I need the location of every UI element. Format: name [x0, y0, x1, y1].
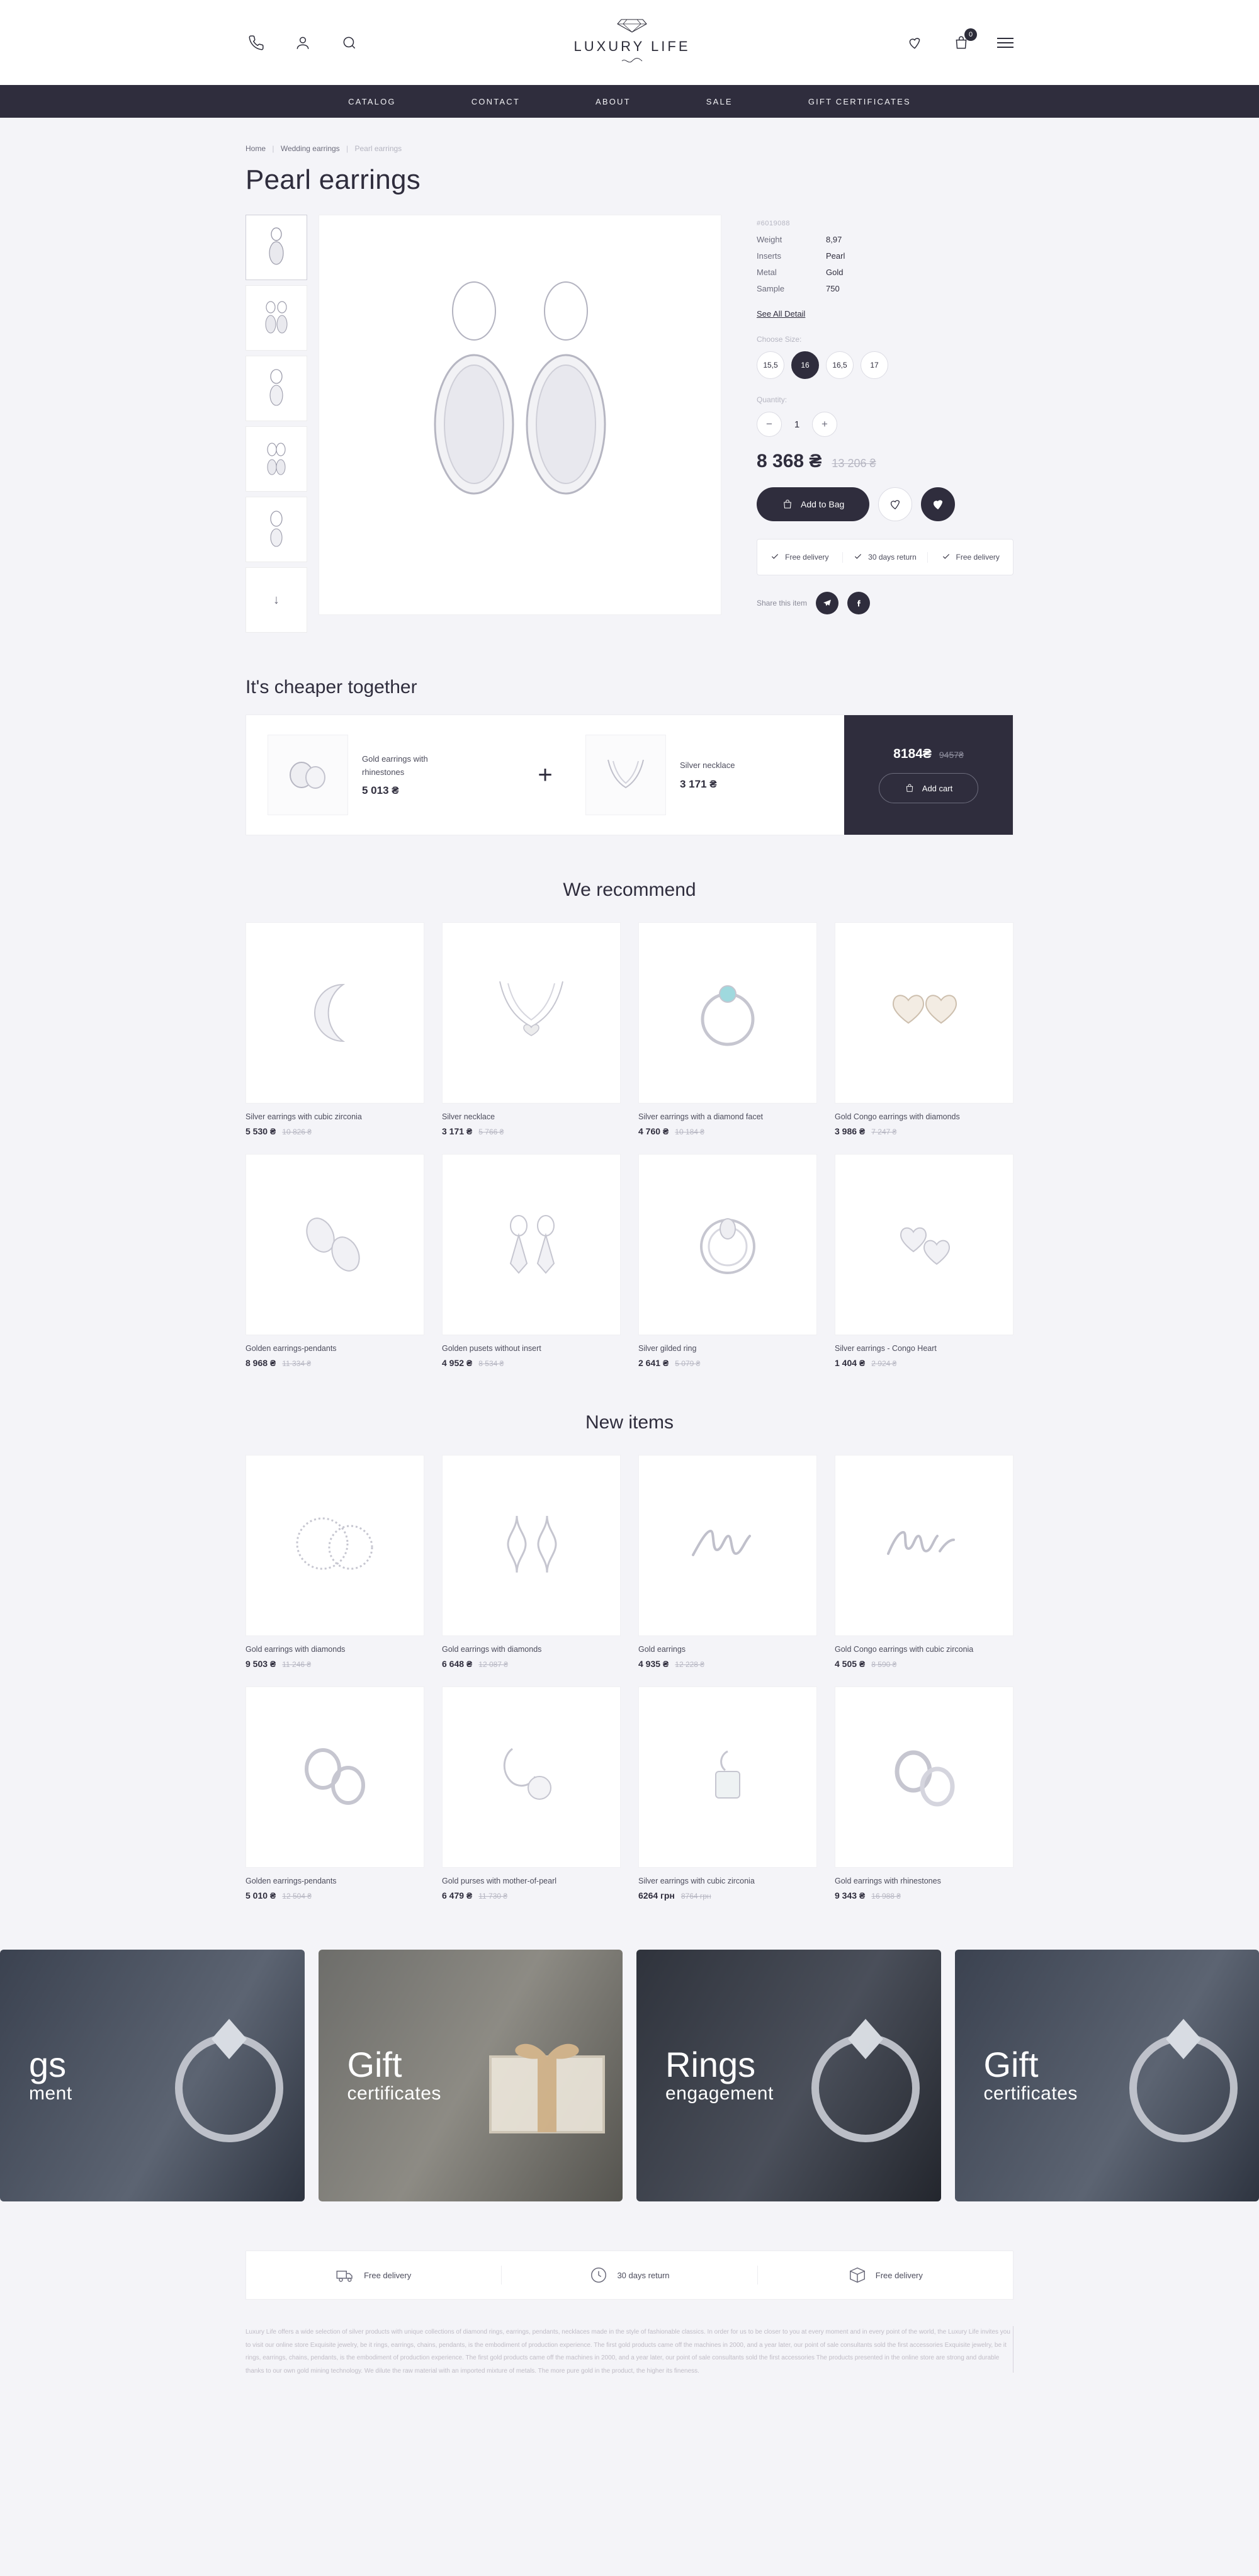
- banner-line-2: ment: [29, 2082, 72, 2104]
- product-card-name: Silver earrings with a diamond facet: [638, 1112, 764, 1121]
- check-icon: [942, 552, 951, 563]
- bag-icon: [905, 783, 915, 793]
- product-card-prices: [246, 1890, 424, 1901]
- product-card-price: 8 968 ₴: [246, 1358, 276, 1368]
- footer-benefit-return: [501, 2266, 757, 2285]
- product-card[interactable]: [638, 1686, 817, 1901]
- nav-item-sale[interactable]: SALE: [706, 96, 733, 106]
- facebook-icon[interactable]: [847, 592, 870, 614]
- product-card[interactable]: [442, 922, 621, 1136]
- footer-benefit-label: Free delivery: [875, 2270, 923, 2280]
- product-card-price-old: 8 534 ₴: [478, 1359, 504, 1368]
- thumbnail-4[interactable]: [246, 426, 307, 492]
- spec-row-inserts: [757, 251, 1013, 261]
- pave-hoop-icon: [835, 1686, 1013, 1868]
- bundle-thumb-1: [268, 735, 348, 815]
- bundle-item-name: Gold earrings with rhinestones: [362, 754, 428, 777]
- hoop-earrings-icon: [246, 1455, 424, 1636]
- bundle-total: [893, 747, 964, 762]
- product-info: [733, 215, 1013, 614]
- product-card-name: Gold earrings with diamonds: [246, 1645, 346, 1654]
- product-card-price: 6264 грн: [638, 1890, 675, 1901]
- logo-ornament-icon: [621, 57, 643, 69]
- product-card-price: 4 935 ₴: [638, 1659, 669, 1669]
- product-card-price-old: 8764 грн: [680, 1892, 711, 1901]
- product-card-prices: [246, 1659, 424, 1669]
- bundle-item-1-text: [362, 753, 463, 796]
- product-card-name: Gold earrings: [638, 1645, 686, 1654]
- quantity-label: Quantity:: [757, 395, 788, 404]
- heart-studs-icon: [835, 922, 1013, 1104]
- footer-benefit-delivery-2: [757, 2266, 1013, 2285]
- benefit-label: Free delivery: [785, 553, 829, 562]
- product-card[interactable]: [835, 1455, 1013, 1669]
- size-option-16[interactable]: 16: [791, 351, 819, 379]
- heart-icon[interactable]: [904, 32, 925, 54]
- product-card[interactable]: [246, 922, 424, 1136]
- size-option-16-5[interactable]: 16,5: [826, 351, 854, 379]
- see-all-detail-link[interactable]: See All Detail: [757, 309, 806, 319]
- ring-photo-icon: [771, 1981, 941, 2170]
- price-old: 13 206 ₴: [832, 457, 876, 470]
- product-card-price: 9 503 ₴: [246, 1659, 276, 1669]
- product-card-name: Gold earrings with rhinestones: [835, 1877, 941, 1885]
- spec-key: Sample: [757, 284, 785, 293]
- product-card[interactable]: [835, 1154, 1013, 1368]
- spec-key: Inserts: [757, 251, 782, 261]
- product-card-price: 2 641 ₴: [638, 1358, 669, 1368]
- add-cart-label: Add cart: [922, 783, 953, 793]
- main-nav: [0, 85, 1259, 118]
- top-bar: [0, 0, 1259, 85]
- top-bar-left: [246, 32, 360, 54]
- size-option-15-5[interactable]: 15,5: [757, 351, 784, 379]
- product-card-prices: [442, 1659, 621, 1669]
- product-card-prices: [835, 1358, 1013, 1368]
- nav-item-about[interactable]: ABOUT: [595, 96, 631, 106]
- spec-value: Pearl: [826, 251, 845, 261]
- spec-value: 750: [826, 284, 840, 293]
- product-card-price: 3 986 ₴: [835, 1126, 866, 1136]
- site-logo[interactable]: [573, 17, 690, 69]
- product-card-name: Silver earrings with cubic zirconia: [246, 1112, 362, 1121]
- product-card-price: 3 171 ₴: [442, 1126, 473, 1136]
- bundle-item-2-text: [680, 759, 735, 790]
- bundle-total-new: 8184₴: [893, 747, 932, 761]
- breadcrumb-sep: |: [272, 144, 274, 153]
- product-card-prices: [442, 1358, 621, 1368]
- banner-text: [984, 2047, 1078, 2104]
- thumbnail-5[interactable]: [246, 497, 307, 562]
- breadcrumb-current: Pearl earrings: [354, 144, 402, 153]
- buy-row: [757, 487, 1013, 521]
- product-benefits: [757, 539, 1013, 575]
- new-items-grid: [246, 1455, 1013, 1901]
- product-card-prices: [638, 1890, 817, 1901]
- product-card[interactable]: [638, 1455, 817, 1669]
- product-card-price: 6 648 ₴: [442, 1659, 473, 1669]
- thumbnail-2[interactable]: [246, 285, 307, 351]
- thumbnail-list: [246, 215, 307, 633]
- banner-gift-certificates-1[interactable]: [319, 1950, 623, 2201]
- spec-row-weight: [757, 235, 1013, 244]
- product-card-price: 9 343 ₴: [835, 1890, 866, 1901]
- product-card-price: 6 479 ₴: [442, 1890, 473, 1901]
- banner-rings-engagement-left[interactable]: [0, 1950, 305, 2201]
- thumbnail-1[interactable]: [246, 215, 307, 280]
- product-card-price-old: 11 334 ₴: [282, 1359, 312, 1368]
- product-card-name: Gold earrings with diamonds: [442, 1645, 542, 1654]
- footer-description-text: Luxury Life offers a wide selection of silver products with unique collections of diamond rings, earrings, pendants, necklaces made in the style of fashionable classics. In order for us to be closer to you at every moment and in every point of the world, the Luxury Life invites you to visit our online store Exquisite jewelry, be it rings, earrings, chains, pendants, is the embodiment of production experience. The first gold products came off the machines in 2000, and a year later, our point of sale consultants sold the first accessories Exquisite jewelry, be it rings, earrings, chains, pendants, is the embodiment of production experience. The first gold products came off the machines in 2000, and a year later, our point of sale consultants sold the first accessories The products presented in the online store are strong and durable thanks to our own gold mining technology. We dilute the raw material with an imported mixture of metals. The more pure gold in the product, the higher its fineness.: [246, 2329, 1010, 2375]
- congo-heart-icon: [835, 1154, 1013, 1335]
- script-name-icon: [638, 1455, 817, 1636]
- product-card-name: Golden earrings-pendants: [246, 1344, 337, 1353]
- pearl-hook-icon: [442, 1686, 621, 1868]
- banner-line-2: engagement: [665, 2082, 774, 2104]
- bundle-thumb-2: [585, 735, 666, 815]
- spec-row-metal: [757, 268, 1013, 277]
- banner-line-1: Gift: [347, 2045, 402, 2085]
- pendant-earrings-icon: [246, 1154, 424, 1335]
- check-icon: [771, 552, 779, 563]
- product-card-prices: [638, 1126, 817, 1136]
- product-card-price-old: 12 228 ₴: [675, 1660, 704, 1669]
- benefit-returns: [842, 552, 928, 563]
- bag-icon: [782, 499, 793, 510]
- bundle-cta: [844, 715, 1013, 835]
- bundle-item-price: 5 013 ₴: [362, 784, 399, 796]
- gift-box-icon: [453, 1981, 623, 2170]
- banner-rings-engagement[interactable]: [636, 1950, 941, 2201]
- recommend-title: We recommend: [563, 879, 696, 900]
- spec-value: Gold: [826, 268, 844, 277]
- phone-icon[interactable]: [246, 32, 267, 54]
- check-icon: [854, 552, 862, 563]
- product-main-image[interactable]: [319, 215, 721, 615]
- nav-item-catalog[interactable]: CATALOG: [348, 96, 396, 106]
- user-icon[interactable]: [292, 32, 313, 54]
- product-card-price-old: 11 246 ₴: [282, 1660, 312, 1669]
- breadcrumb-sep-2: |: [346, 144, 349, 153]
- add-to-bag-button[interactable]: [757, 487, 869, 521]
- product-card-price: 4 952 ₴: [442, 1358, 473, 1368]
- product-card-prices: [835, 1890, 1013, 1901]
- heart-necklace-icon: [442, 922, 621, 1104]
- product-card-prices: [246, 1126, 424, 1136]
- quantity-value: 1: [794, 419, 800, 430]
- product-card-prices: [638, 1358, 817, 1368]
- quantity-decrease-button[interactable]: −: [757, 412, 782, 437]
- product-card-name: Silver gilded ring: [638, 1344, 697, 1353]
- product-section: [246, 215, 1013, 633]
- benefit-free-delivery-2: [927, 552, 1013, 563]
- product-card-price-old: 7 247 ₴: [871, 1127, 897, 1136]
- benefit-free-delivery: [757, 552, 842, 563]
- product-card-prices: [442, 1890, 621, 1901]
- product-card-price: 4 760 ₴: [638, 1126, 669, 1136]
- product-card-price: 1 404 ₴: [835, 1358, 866, 1368]
- arrow-down-icon: ↓: [273, 592, 279, 607]
- bundle-item-name: Silver necklace: [680, 760, 735, 771]
- new-items-title: New items: [585, 1412, 674, 1433]
- product-card-prices: [835, 1126, 1013, 1136]
- price-current: 8 368 ₴: [757, 451, 822, 472]
- diamond-icon: [616, 17, 648, 37]
- product-card-price-old: 2 924 ₴: [871, 1359, 897, 1368]
- wishlist-button[interactable]: [878, 487, 912, 521]
- product-card-price-old: 8 590 ₴: [871, 1660, 897, 1669]
- truck-icon: [336, 2266, 355, 2285]
- bundle-item-2[interactable]: [564, 715, 844, 835]
- product-card[interactable]: [246, 1455, 424, 1669]
- bag-icon[interactable]: [951, 32, 972, 54]
- product-card-name: Gold Congo earrings with diamonds: [835, 1112, 960, 1121]
- product-card-price-old: 10 826 ₴: [282, 1127, 312, 1136]
- thumbnail-3[interactable]: [246, 356, 307, 421]
- product-card-price: 4 505 ₴: [835, 1659, 866, 1669]
- spec-row-sample: [757, 284, 1013, 293]
- product-card-price-old: 5 079 ₴: [675, 1359, 701, 1368]
- banner-text: [29, 2047, 72, 2104]
- product-sku: #6019088: [757, 220, 790, 227]
- bundle-total-old: 9457₴: [939, 750, 964, 760]
- product-card[interactable]: [835, 922, 1013, 1136]
- product-card-name: Silver earrings - Congo Heart: [835, 1344, 937, 1353]
- breadcrumb-home[interactable]: Home: [246, 144, 266, 153]
- product-card[interactable]: [442, 1154, 621, 1368]
- bundle-plus-icon: +: [538, 760, 553, 789]
- box-icon: [848, 2266, 867, 2285]
- script-word-icon: [835, 1455, 1013, 1636]
- bundle-section: [246, 715, 1013, 835]
- product-card-name: Gold purses with mother-of-pearl: [442, 1877, 557, 1885]
- cart-count-badge: 0: [964, 28, 977, 41]
- return-icon: [589, 2266, 608, 2285]
- search-icon[interactable]: [339, 32, 360, 54]
- product-card[interactable]: [442, 1686, 621, 1901]
- footer-benefit-label: 30 days return: [617, 2270, 670, 2280]
- banner-text: [347, 2047, 441, 2104]
- telegram-icon[interactable]: [816, 592, 838, 614]
- huggie-earrings-icon: [246, 1686, 424, 1868]
- benefit-label: 30 days return: [868, 553, 917, 562]
- product-card-price-old: 11 730 ₴: [478, 1892, 508, 1901]
- favorite-button[interactable]: [921, 487, 955, 521]
- product-card[interactable]: [442, 1455, 621, 1669]
- banner-line-2: certificates: [347, 2082, 441, 2104]
- size-label: Choose Size:: [757, 335, 802, 344]
- product-card-price-old: 5 766 ₴: [478, 1127, 504, 1136]
- spec-key: Weight: [757, 235, 782, 244]
- benefit-label: Free delivery: [956, 553, 1000, 562]
- logo-text: LUXURY LIFE: [573, 38, 691, 54]
- product-card-name: Gold Congo earrings with cubic zirconia: [835, 1645, 974, 1654]
- price-row: [757, 451, 1013, 472]
- product-card-name: Golden earrings-pendants: [246, 1877, 337, 1885]
- banner-carousel: [0, 1950, 1259, 2201]
- product-card[interactable]: [246, 1686, 424, 1901]
- recommend-grid: [246, 922, 1013, 1368]
- spec-value: 8,97: [826, 235, 842, 244]
- heart-outline-icon: [888, 497, 902, 511]
- product-card-prices: [442, 1126, 621, 1136]
- square-drop-icon: [638, 1686, 817, 1868]
- crescent-earring-icon: [246, 922, 424, 1104]
- bundle-item-1[interactable]: [246, 715, 526, 835]
- banner-line-1: Rings: [665, 2045, 756, 2085]
- hamburger-icon[interactable]: [997, 38, 1013, 48]
- product-card-price: 5 010 ₴: [246, 1890, 276, 1901]
- add-cart-button[interactable]: [879, 773, 978, 803]
- nav-item-gift-certificates[interactable]: GIFT CERTIFICATES: [808, 96, 911, 106]
- share-row: [757, 592, 1013, 614]
- content-wrap: [29, 118, 1078, 2422]
- product-card-price-old: 16 988 ₴: [871, 1892, 901, 1901]
- banner-text: [665, 2047, 774, 2104]
- quantity-stepper: [757, 412, 1013, 437]
- quantity-increase-button[interactable]: +: [812, 412, 837, 437]
- breadcrumb-category[interactable]: Wedding earrings: [280, 144, 340, 153]
- gem-ring-icon: [638, 922, 817, 1104]
- product-card-price: 5 530 ₴: [246, 1126, 276, 1136]
- product-card[interactable]: [246, 1154, 424, 1368]
- product-card-prices: [246, 1358, 424, 1368]
- product-card-prices: [638, 1659, 817, 1669]
- banner-gift-certificates-2[interactable]: [955, 1950, 1259, 2201]
- size-selector: [757, 351, 1013, 379]
- product-card-price-old: 12 087 ₴: [478, 1660, 508, 1669]
- heart-filled-icon: [931, 497, 945, 511]
- banner-line-1: Gift: [983, 2045, 1039, 2085]
- product-card[interactable]: [638, 1154, 817, 1368]
- nav-item-contact[interactable]: CONTACT: [471, 96, 520, 106]
- product-card-name: Golden pusets without insert: [442, 1344, 541, 1353]
- product-card[interactable]: [835, 1686, 1013, 1901]
- footer-description: [246, 2326, 1013, 2422]
- thumbnail-scroll-down[interactable]: [246, 567, 307, 633]
- product-card-price-old: 10 184 ₴: [675, 1127, 704, 1136]
- gilded-ring-icon: [638, 1154, 817, 1335]
- page-title: Pearl earrings: [246, 164, 421, 195]
- breadcrumb: [246, 144, 1013, 153]
- add-to-bag-label: Add to Bag: [801, 499, 845, 509]
- ring-photo-icon: [135, 1981, 305, 2170]
- ring-photo-icon: [1089, 1981, 1259, 2170]
- product-card-name: Silver necklace: [442, 1112, 495, 1121]
- bundle-item-price: 3 171 ₴: [680, 777, 717, 790]
- product-card[interactable]: [638, 922, 817, 1136]
- top-bar-right: [904, 32, 1013, 54]
- twist-earrings-icon: [442, 1455, 621, 1636]
- footer-benefit-label: Free delivery: [364, 2270, 412, 2280]
- footer-benefits: [246, 2251, 1013, 2300]
- spec-key: Metal: [757, 268, 777, 277]
- product-card-price-old: 12 504 ₴: [282, 1892, 312, 1901]
- footer-benefit-delivery: [246, 2266, 501, 2285]
- size-option-17[interactable]: 17: [861, 351, 888, 379]
- product-card-prices: [835, 1659, 1013, 1669]
- product-card-name: Silver earrings with cubic zirconia: [638, 1877, 755, 1885]
- bundle-title: It's cheaper together: [246, 677, 417, 698]
- share-label: Share this item: [757, 599, 808, 607]
- banner-line-1: gs: [29, 2045, 67, 2085]
- drop-earrings-icon: [442, 1154, 621, 1335]
- banner-line-2: certificates: [983, 2082, 1078, 2104]
